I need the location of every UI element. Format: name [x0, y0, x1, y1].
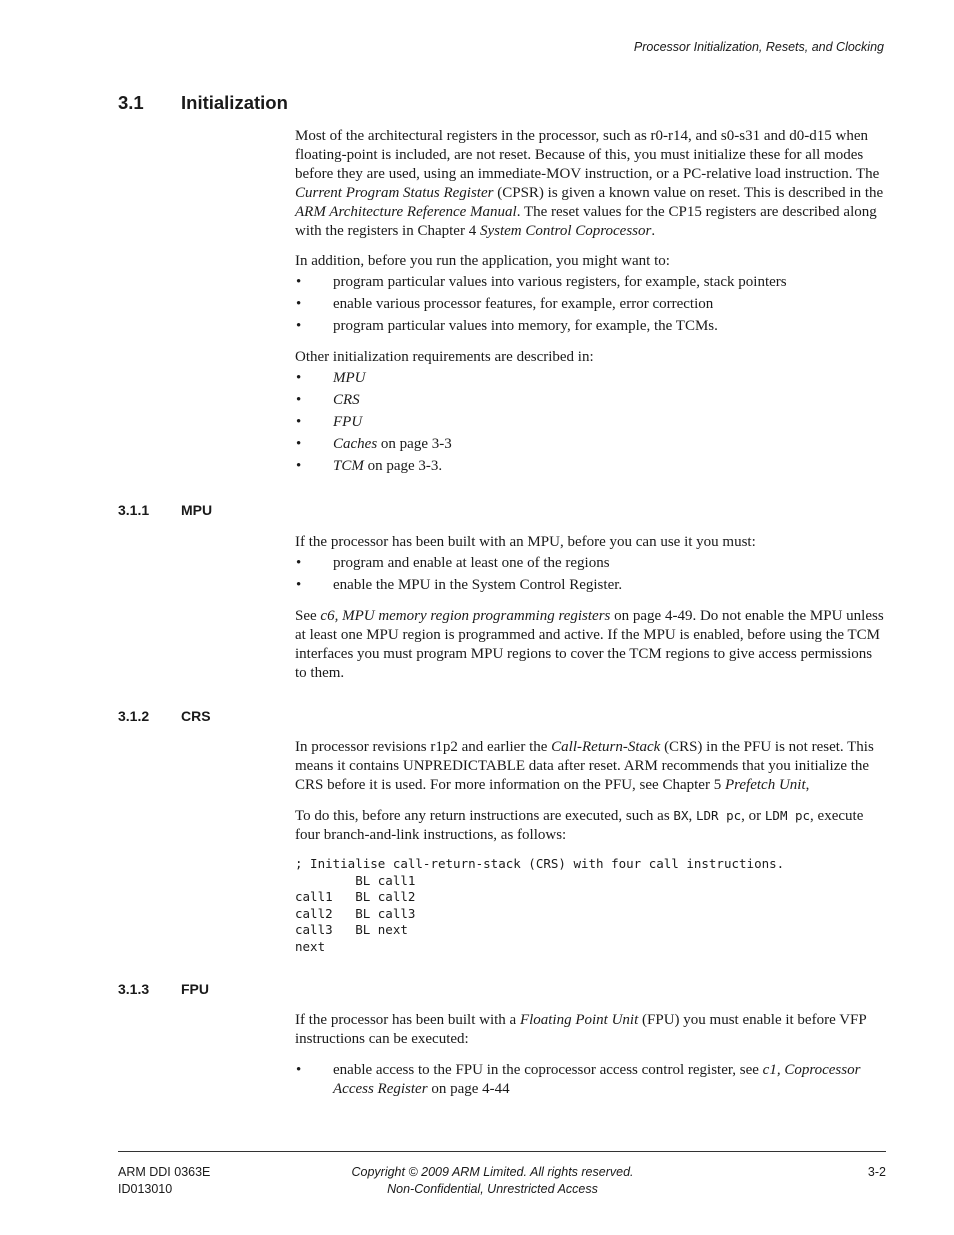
- link-c1-coprocessor-access-register[interactable]: c1, Coprocessor Access Register: [333, 1062, 861, 1097]
- link-mpu[interactable]: MPU: [333, 370, 366, 386]
- list-item: • program particular values into memory, for example, the TCMs.: [295, 315, 887, 337]
- link-c6-mpu-registers[interactable]: c6, MPU memory region programming registers: [320, 608, 611, 624]
- list-item: [295, 367, 887, 389]
- text-run: . The reset values for the CP15 registers are described along with the registers in Chapter 4: [295, 204, 877, 239]
- paragraph-mpu-see: [295, 607, 887, 683]
- section-number: 3.1.3: [118, 981, 150, 997]
- text-run: In processor revisions r1p2 and earlier the: [295, 739, 552, 755]
- code-inline: BX: [673, 808, 689, 823]
- section-heading-3-1-3: [118, 981, 209, 997]
- section-number: 3.1.1: [118, 502, 150, 518]
- text-run: ,: [805, 777, 810, 793]
- text-run: , or: [741, 808, 765, 824]
- text-run: See: [295, 608, 321, 624]
- list-item: [295, 389, 887, 411]
- text-run: , execute four branch-and-link instructions, as follows:: [295, 808, 864, 843]
- section-number: 3.1.2: [118, 708, 150, 724]
- text-run: on page 3-3.: [363, 458, 443, 474]
- footer-copyright: Copyright © 2009 ARM Limited. All rights reserved.: [351, 1165, 634, 1179]
- text-run: .: [651, 223, 656, 239]
- footer-confidentiality: Non-Confidential, Unrestricted Access: [387, 1182, 598, 1196]
- link-tcm[interactable]: TCM: [333, 458, 364, 474]
- text-run: enable access to the FPU in the coprocessor access control register, see: [333, 1062, 763, 1078]
- list-item: [295, 433, 887, 455]
- list-item: [295, 455, 887, 477]
- list-item: • program particular values into various registers, for example, stack pointers: [295, 271, 887, 293]
- section-heading-3-1-1: [118, 502, 212, 518]
- text-run: on page 4-44: [427, 1081, 510, 1097]
- bullet-list-fpu-steps: [295, 1061, 887, 1099]
- list-item: • enable the MPU in the System Control Register.: [295, 574, 887, 596]
- text-run: Most of the architectural registers in the processor, such as r0-r14, and s0-s31 and d0-d15 when floating-point is included, are not reset. Because of this, you must initialize these for all modes before they are used, using an immediate-MOV instruction, or a PC-relative load instruction. The: [295, 128, 880, 182]
- footer-doc-id: ARM DDI 0363E: [118, 1165, 211, 1179]
- chapter-link-system-control-coprocessor[interactable]: System Control Coprocessor: [479, 223, 652, 239]
- text-run: on page 4-49. Do not enable the MPU unless at least one MPU region is programmed and active. If the MPU is enabled, before using the TCM interfaces you must program MPU regions to cover the TCM regions to give access permissions to them.: [295, 608, 884, 681]
- paragraph-mpu-intro: If the processor has been built with an MPU, before you can use it you must:: [295, 534, 756, 550]
- list-item: • program and enable at least one of the regions: [295, 552, 887, 574]
- text-run: To do this, before any return instructions are executed, such as: [295, 808, 674, 824]
- text-run: (FPU) you must enable it before VFP instructions can be executed:: [295, 1012, 867, 1047]
- list-item: [295, 1061, 887, 1099]
- text-run: on page 3-3: [377, 436, 452, 452]
- section-3-1-body: [295, 127, 887, 477]
- section-3-1-1-body: [295, 533, 887, 683]
- text-run: (CPSR) is given a known value on reset. This is described in the: [493, 185, 884, 201]
- section-3-1-3-body: [295, 1011, 887, 1099]
- code-inline: LDM pc: [764, 808, 811, 823]
- paragraph-before-you-run: In addition, before you run the application, you might want to:: [295, 253, 670, 269]
- link-caches[interactable]: Caches: [333, 436, 378, 452]
- section-title: MPU: [181, 502, 213, 518]
- paragraph-crs-intro: [295, 738, 887, 795]
- section-title: FPU: [181, 981, 209, 997]
- section-title: CRS: [181, 708, 211, 724]
- footer-legal: [300, 1164, 685, 1198]
- term-cpsr: Current Program Status Register: [295, 185, 494, 201]
- text-run: (CRS) in the PFU is not reset. This means it contains UNPREDICTABLE data after reset. ARM recommends that you initialize the CRS before it is used. For more information on the PFU, see Chapter 5: [295, 739, 874, 793]
- bullet-list-mpu-steps: [295, 552, 887, 596]
- section-heading-3-1: [118, 92, 288, 114]
- footer-issue-id: ID013010: [118, 1182, 173, 1196]
- code-inline: LDR pc: [695, 808, 742, 823]
- intro-paragraph: [295, 127, 887, 241]
- list-item: • enable various processor features, for example, error correction: [295, 293, 887, 315]
- manual-title: ARM Architecture Reference Manual: [295, 204, 517, 220]
- footer-doc-ids: [118, 1164, 210, 1198]
- chapter-link-prefetch-unit[interactable]: Prefetch Unit: [724, 777, 806, 793]
- link-crs[interactable]: CRS: [333, 392, 360, 408]
- text-run: ,: [688, 808, 696, 824]
- section-heading-3-1-2: [118, 708, 211, 724]
- footer-rule: [118, 1151, 886, 1152]
- link-fpu[interactable]: FPU: [333, 414, 363, 430]
- code-block-crs-init: ; Initialise call-return-stack (CRS) with four call instructions. BL call1 call1 BL call2 call2 BL call3 call3 BL next next: [295, 856, 785, 954]
- running-header: Processor Initialization, Resets, and Clocking: [633, 40, 884, 54]
- section-number: 3.1: [118, 92, 144, 113]
- paragraph-fpu-intro: [295, 1011, 887, 1049]
- section-title: Initialization: [181, 92, 288, 113]
- footer-page-number: 3-2: [867, 1165, 886, 1179]
- paragraph-other-requirements: Other initialization requirements are described in:: [295, 349, 594, 365]
- list-item: [295, 411, 887, 433]
- text-run: If the processor has been built with a: [295, 1012, 520, 1028]
- section-3-1-2-body: [295, 738, 887, 845]
- bullet-list-references: [295, 367, 887, 477]
- term-call-return-stack: Call-Return-Stack: [551, 739, 661, 755]
- paragraph-crs-procedure: [295, 806, 887, 845]
- term-floating-point-unit: Floating Point Unit: [519, 1012, 639, 1028]
- bullet-list-setup: [295, 271, 887, 337]
